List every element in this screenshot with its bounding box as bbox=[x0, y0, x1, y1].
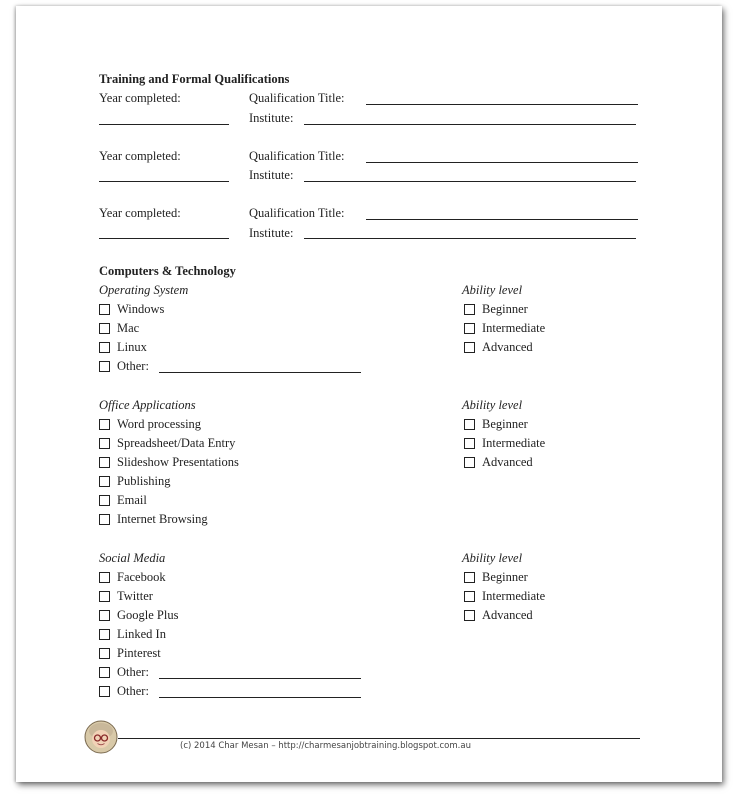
qualification-title-label-2: Qualification Title: bbox=[249, 149, 345, 163]
os-heading: Operating System bbox=[99, 283, 189, 297]
institute-field-1[interactable] bbox=[304, 124, 636, 125]
office-word-checkbox[interactable] bbox=[99, 419, 110, 430]
os-beginner-label: Beginner bbox=[482, 302, 528, 316]
social-other-checkbox-1[interactable] bbox=[99, 667, 110, 678]
social-pinterest-checkbox[interactable] bbox=[99, 648, 110, 659]
social-other-checkbox-2[interactable] bbox=[99, 686, 110, 697]
office-advanced-label: Advanced bbox=[482, 455, 533, 469]
office-slideshow-checkbox[interactable] bbox=[99, 457, 110, 468]
os-intermediate-label: Intermediate bbox=[482, 321, 546, 335]
os-mac-label: Mac bbox=[117, 321, 140, 335]
office-heading: Office Applications bbox=[99, 398, 196, 412]
office-beginner-label: Beginner bbox=[482, 417, 528, 431]
social-google-plus-checkbox[interactable] bbox=[99, 610, 110, 621]
social-other-field-1[interactable] bbox=[159, 678, 361, 679]
footer-rule bbox=[118, 738, 640, 739]
social-twitter-label: Twitter bbox=[117, 589, 153, 603]
social-linkedin-checkbox[interactable] bbox=[99, 629, 110, 640]
computers-heading: Computers & Technology bbox=[99, 264, 236, 278]
office-internet-checkbox[interactable] bbox=[99, 514, 110, 525]
office-intermediate-checkbox[interactable] bbox=[464, 438, 475, 449]
os-mac-checkbox[interactable] bbox=[99, 323, 110, 334]
social-other-field-2[interactable] bbox=[159, 697, 361, 698]
os-ability-heading: Ability level bbox=[462, 283, 523, 297]
social-heading: Social Media bbox=[99, 551, 166, 565]
social-google-plus-label: Google Plus bbox=[117, 608, 179, 622]
social-other-label-1: Other: bbox=[117, 665, 149, 679]
office-publishing-label: Publishing bbox=[117, 474, 171, 488]
social-facebook-label: Facebook bbox=[117, 570, 166, 584]
social-linkedin-label: Linked In bbox=[117, 627, 166, 641]
social-pinterest-label: Pinterest bbox=[117, 646, 161, 660]
social-advanced-checkbox[interactable] bbox=[464, 610, 475, 621]
qualification-title-label-1: Qualification Title: bbox=[249, 91, 345, 105]
office-email-checkbox[interactable] bbox=[99, 495, 110, 506]
year-completed-field-3[interactable] bbox=[99, 238, 229, 239]
social-intermediate-checkbox[interactable] bbox=[464, 591, 475, 602]
institute-label-2: Institute: bbox=[249, 168, 294, 182]
office-email-label: Email bbox=[117, 493, 147, 507]
office-ability-heading: Ability level bbox=[462, 398, 523, 412]
qualification-title-field-1[interactable] bbox=[366, 104, 638, 105]
social-twitter-checkbox[interactable] bbox=[99, 591, 110, 602]
qualification-title-field-2[interactable] bbox=[366, 162, 638, 163]
social-ability-heading: Ability level bbox=[462, 551, 523, 565]
office-spreadsheet-checkbox[interactable] bbox=[99, 438, 110, 449]
office-internet-label: Internet Browsing bbox=[117, 512, 208, 526]
year-completed-label-3: Year completed: bbox=[99, 206, 181, 220]
year-completed-label-2: Year completed: bbox=[99, 149, 181, 163]
office-advanced-checkbox[interactable] bbox=[464, 457, 475, 468]
author-avatar bbox=[82, 718, 120, 756]
os-windows-checkbox[interactable] bbox=[99, 304, 110, 315]
qualification-title-label-3: Qualification Title: bbox=[249, 206, 345, 220]
year-completed-label-1: Year completed: bbox=[99, 91, 181, 105]
footer-copyright: (c) 2014 Char Mesan – http://charmesanjobtraining.blogspot.com.au bbox=[180, 741, 471, 751]
social-facebook-checkbox[interactable] bbox=[99, 572, 110, 583]
office-spreadsheet-label: Spreadsheet/Data Entry bbox=[117, 436, 236, 450]
office-word-label: Word processing bbox=[117, 417, 202, 431]
os-intermediate-checkbox[interactable] bbox=[464, 323, 475, 334]
institute-label-3: Institute: bbox=[249, 226, 294, 240]
social-advanced-label: Advanced bbox=[482, 608, 533, 622]
training-heading: Training and Formal Qualifications bbox=[99, 72, 290, 86]
institute-label-1: Institute: bbox=[249, 111, 294, 125]
year-completed-field-1[interactable] bbox=[99, 124, 229, 125]
office-beginner-checkbox[interactable] bbox=[464, 419, 475, 430]
office-slideshow-label: Slideshow Presentations bbox=[117, 455, 239, 469]
office-intermediate-label: Intermediate bbox=[482, 436, 546, 450]
os-advanced-label: Advanced bbox=[482, 340, 533, 354]
os-linux-label: Linux bbox=[117, 340, 147, 354]
os-beginner-checkbox[interactable] bbox=[464, 304, 475, 315]
social-beginner-label: Beginner bbox=[482, 570, 528, 584]
os-other-label: Other: bbox=[117, 359, 149, 373]
qualification-title-field-3[interactable] bbox=[366, 219, 638, 220]
social-intermediate-label: Intermediate bbox=[482, 589, 546, 603]
os-windows-label: Windows bbox=[117, 302, 165, 316]
social-beginner-checkbox[interactable] bbox=[464, 572, 475, 583]
os-other-checkbox[interactable] bbox=[99, 361, 110, 372]
institute-field-2[interactable] bbox=[304, 181, 636, 182]
os-advanced-checkbox[interactable] bbox=[464, 342, 475, 353]
social-other-label-2: Other: bbox=[117, 684, 149, 698]
institute-field-3[interactable] bbox=[304, 238, 636, 239]
year-completed-field-2[interactable] bbox=[99, 181, 229, 182]
os-linux-checkbox[interactable] bbox=[99, 342, 110, 353]
office-publishing-checkbox[interactable] bbox=[99, 476, 110, 487]
os-other-field[interactable] bbox=[159, 372, 361, 373]
